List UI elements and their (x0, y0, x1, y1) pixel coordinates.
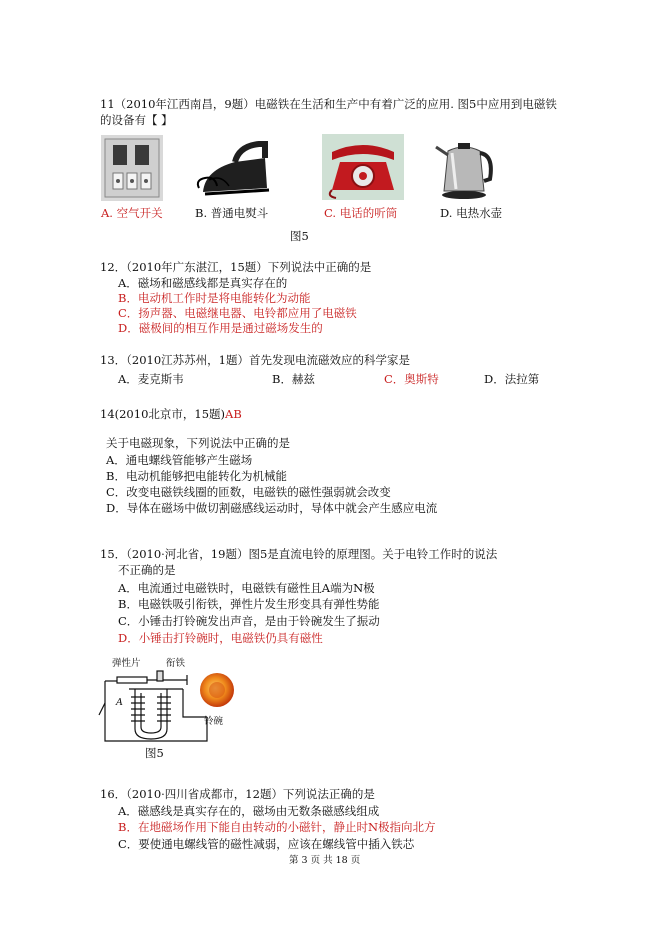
q12-option-c: C．扬声器、电磁继电器、电铃都应用了电磁铁 (118, 306, 357, 320)
q16-option-c: C．要使通电螺线管的磁性减弱，应该在螺线管中插入铁芯 (118, 837, 415, 851)
q14-option-a: A．通电螺线管能够产生磁场 (106, 453, 253, 467)
air-switch-image (101, 135, 163, 201)
q12-option-a: A．磁场和磁感线都是真实存在的 (118, 276, 288, 290)
label-spring-strip: 弹性片 (112, 658, 141, 669)
q15-stem: 15．（2010·河北省，19题）图5是直流电铃的原理图。关于电铃工作时的说法 (100, 547, 498, 561)
q14-lead: 关于电磁现象，下列说法中正确的是 (106, 436, 290, 450)
q11-option-a: A. 空气开关 (101, 206, 163, 220)
q11-option-d: D. 电热水壶 (440, 206, 503, 220)
bell-bowl-icon (198, 670, 236, 710)
q13-option-d: D．法拉第 (484, 372, 540, 386)
q14-stem (100, 407, 242, 422)
q14-stem-text: 14(2010北京市，15题) (100, 407, 226, 421)
q11-stem: 11（2010年江西南昌，9题）电磁铁在生活和生产中有着广泛的应用. 图5中应用到电磁铁 (100, 97, 557, 111)
q16-stem: 16．（2010·四川省成都市，12题）下列说法正确的是 (100, 787, 375, 801)
q16-option-b: B．在地磁场作用下能自由转动的小磁针，静止时N极指向北方 (118, 820, 436, 834)
q12-stem: 12．（2010年广东湛江，15题）下列说法中正确的是 (100, 260, 372, 274)
q14-option-b: B．电动机能够把电能转化为机械能 (106, 469, 287, 483)
telephone-image (322, 134, 404, 200)
label-a-end: A (116, 697, 123, 708)
q13-option-b: B．赫兹 (272, 372, 315, 386)
q11-figure-caption: 图5 (290, 229, 309, 243)
q15-option-b: B．电磁铁吸引衔铁，弹性片发生形变具有弹性势能 (118, 597, 380, 611)
q15-figure-caption: 图5 (145, 746, 164, 760)
q14-answer: AB (225, 407, 242, 421)
electric-iron-image (195, 140, 275, 202)
q15-option-a: A．电流通过电磁铁时，电磁铁有磁性且A端为N极 (118, 581, 375, 595)
q15-option-d: D．小锤击打铃碗时，电磁铁仍具有磁性 (118, 631, 323, 645)
q16-option-a: A．磁感线是真实存在的，磁场由无数条磁感线组成 (118, 804, 380, 818)
q13-option-a: A．麦克斯韦 (118, 372, 184, 386)
label-armature: 衔铁 (166, 658, 186, 669)
q14-option-c: C．改变电磁铁线圈的匝数，电磁铁的磁性强弱就会改变 (106, 485, 391, 499)
q14-option-d: D．导体在磁场中做切割磁感线运动时，导体中就会产生感应电流 (106, 501, 438, 515)
label-bell-bowl: 铃碗 (204, 716, 224, 727)
q15-stem-2: 不正确的是 (118, 563, 176, 577)
q11-stem-2: 的设备有【 】 (100, 113, 173, 127)
electric-kettle-image (430, 135, 498, 201)
q12-option-b: B．电动机工作时是将电能转化为动能 (118, 291, 311, 305)
q13-option-c: C．奥斯特 (384, 372, 439, 386)
q13-stem: 13．（2010江苏苏州，1题）首先发现电流磁效应的科学家是 (100, 353, 410, 367)
q11-option-b: B. 普通电熨斗 (195, 206, 269, 220)
q15-option-c: C．小锤击打铃碗发出声音，是由于铃碗发生了振动 (118, 614, 380, 628)
q11-option-c: C. 电话的听筒 (324, 206, 398, 220)
page-footer: 第 3 页 共 18 页 (289, 855, 361, 866)
q12-option-d: D．磁极间的相互作用是通过磁场发生的 (118, 321, 323, 335)
